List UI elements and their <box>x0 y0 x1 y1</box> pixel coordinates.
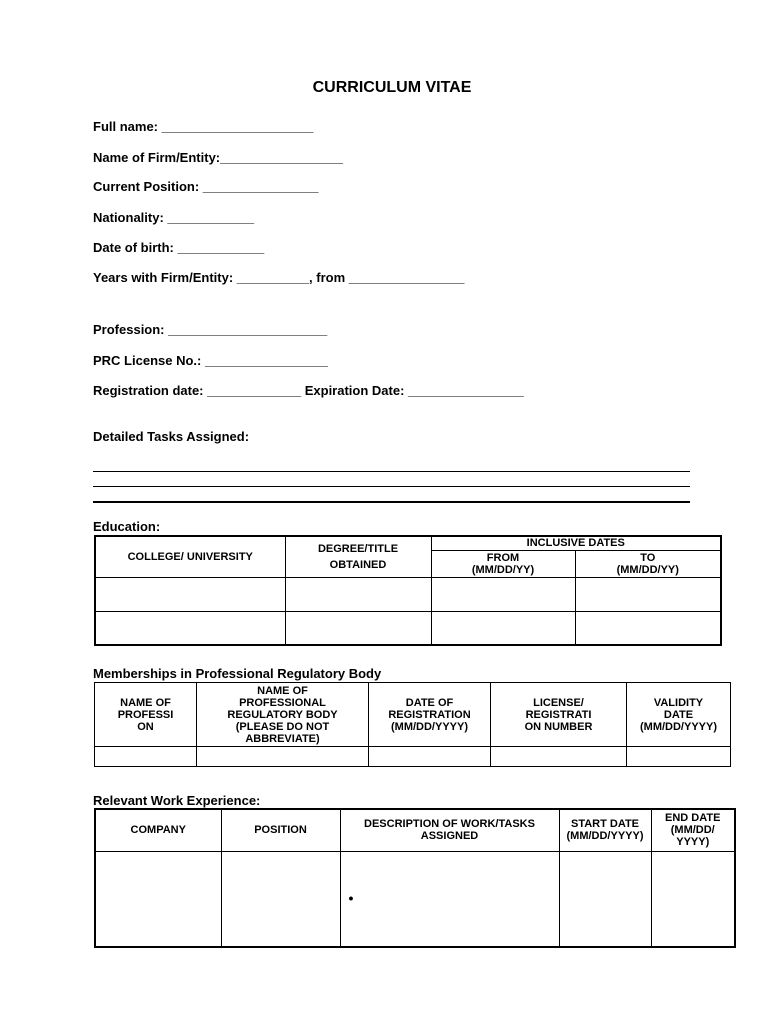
header-start-date: START DATE (MM/DD/YYYY) <box>559 809 651 851</box>
header-validity-date: VALIDITY DATE (MM/DD/YYYY) <box>627 683 731 747</box>
header-profession: NAME OF PROFESSI ON <box>95 683 197 747</box>
header-registration-date: DATE OF REGISTRATION (MM/DD/YYYY) <box>369 683 491 747</box>
nationality-field[interactable]: Nationality: ____________ <box>93 210 255 225</box>
firm-field[interactable]: Name of Firm/Entity:_________________ <box>93 150 344 165</box>
header-college: COLLEGE/ UNIVERSITY <box>95 536 285 577</box>
work-cell[interactable] <box>221 851 340 947</box>
registration-date-field[interactable]: Registration date: _____________ Expiration Date: ________________ <box>93 383 524 398</box>
memberships-table <box>94 682 731 767</box>
date-of-birth-field[interactable]: Date of birth: ____________ <box>93 240 265 255</box>
prc-license-field[interactable]: PRC License No.: _________________ <box>93 353 328 368</box>
education-table <box>94 535 722 646</box>
education-label: Education: <box>93 519 161 534</box>
header-position: POSITION <box>221 809 340 851</box>
education-cell[interactable] <box>431 611 575 645</box>
membership-cell[interactable] <box>491 747 627 767</box>
tasks-line-3[interactable] <box>93 501 690 503</box>
header-to: TO (MM/DD/YY) <box>575 550 721 577</box>
header-from: FROM (MM/DD/YY) <box>431 550 575 577</box>
tasks-line-1[interactable] <box>93 471 690 472</box>
work-cell[interactable] <box>559 851 651 947</box>
education-cell[interactable] <box>431 577 575 611</box>
work-experience-table <box>94 808 736 948</box>
bullet-point: • <box>348 889 354 906</box>
detailed-tasks-label: Detailed Tasks Assigned: <box>93 429 250 444</box>
memberships-label: Memberships in Professional Regulatory Body <box>93 666 382 681</box>
page-title: CURRICULUM VITAE <box>312 79 472 96</box>
header-degree: DEGREE/TITLE OBTAINED <box>285 536 431 577</box>
work-experience-label: Relevant Work Experience: <box>93 793 261 808</box>
membership-cell[interactable] <box>95 747 197 767</box>
education-cell[interactable] <box>575 577 721 611</box>
work-description-cell[interactable] <box>340 851 559 947</box>
work-cell[interactable] <box>95 851 221 947</box>
header-regulatory-body: NAME OF PROFESSIONAL REGULATORY BODY (PLEASE DO NOT ABBREVIATE) <box>197 683 369 747</box>
work-cell[interactable] <box>651 851 735 947</box>
full-name-field[interactable]: Full name: _____________________ <box>93 119 314 134</box>
membership-cell[interactable] <box>627 747 731 767</box>
header-license-number: LICENSE/ REGISTRATI ON NUMBER <box>491 683 627 747</box>
header-company: COMPANY <box>95 809 221 851</box>
tasks-line-2[interactable] <box>93 486 690 487</box>
header-description: DESCRIPTION OF WORK/TASKS ASSIGNED <box>340 809 559 851</box>
membership-cell[interactable] <box>369 747 491 767</box>
header-inclusive-dates: INCLUSIVE DATES <box>431 536 721 550</box>
membership-cell[interactable] <box>197 747 369 767</box>
profession-field[interactable]: Profession: ______________________ <box>93 322 328 337</box>
education-cell[interactable] <box>575 611 721 645</box>
education-cell[interactable] <box>95 577 285 611</box>
years-with-firm-field[interactable]: Years with Firm/Entity: __________, from ________________ <box>93 270 465 285</box>
education-cell[interactable] <box>285 577 431 611</box>
current-position-field[interactable]: Current Position: ________________ <box>93 179 319 194</box>
education-cell[interactable] <box>95 611 285 645</box>
education-cell[interactable] <box>285 611 431 645</box>
header-end-date: END DATE (MM/DD/ YYYY) <box>651 809 735 851</box>
